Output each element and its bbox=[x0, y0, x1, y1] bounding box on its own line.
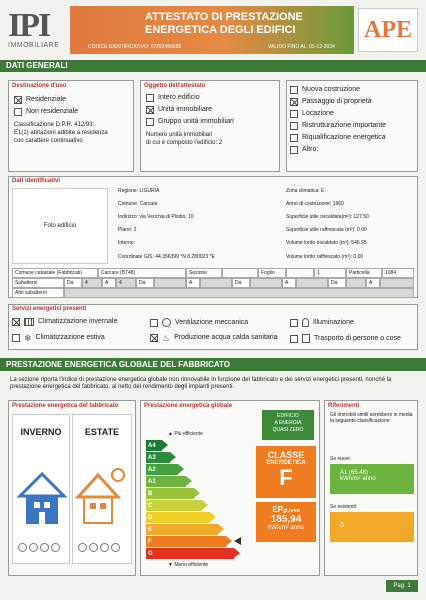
meno-efficiente-text: Meno efficiente bbox=[174, 562, 209, 568]
esistenti-value: 0 bbox=[340, 522, 344, 529]
option-label: Intero edificio bbox=[158, 94, 200, 101]
motivazione-altro[interactable] bbox=[290, 146, 318, 154]
catasto-cell bbox=[64, 288, 414, 298]
document-title-line1: ATTESTATO DI PRESTAZIONE bbox=[145, 11, 303, 23]
catasto-cell: Da bbox=[328, 278, 346, 288]
smiley-icon bbox=[78, 543, 87, 552]
logo bbox=[8, 7, 68, 52]
globale-heading: Prestazione energetica globale bbox=[144, 403, 233, 409]
numero-unita-line2: di cui è composto l'edificio: 2 bbox=[146, 140, 223, 146]
option-label: Ventilazione meccanica bbox=[175, 318, 249, 326]
catasto-cell bbox=[222, 268, 258, 278]
current-class-marker bbox=[234, 537, 241, 545]
checkbox-empty-icon bbox=[290, 319, 298, 327]
inverno-label: INVERNO bbox=[20, 427, 62, 437]
ep-box bbox=[256, 502, 316, 542]
smiley-icon bbox=[40, 543, 49, 552]
energy-class-a2: A2 bbox=[146, 464, 178, 475]
energy-class-d: D bbox=[146, 512, 210, 523]
snowflake-icon: ❄ bbox=[24, 333, 32, 343]
piu-efficiente-label bbox=[168, 431, 203, 437]
riferimenti-heading: Riferimenti bbox=[328, 403, 360, 409]
id-volume-riscaldato: Volume lordo riscaldato (m³): 546.95 bbox=[286, 240, 367, 246]
checkbox-empty-icon bbox=[146, 94, 154, 102]
oggetto-intero-edificio[interactable] bbox=[146, 94, 200, 102]
option-label: Produzione acqua calda sanitaria bbox=[174, 334, 278, 341]
destinazione-residenziale[interactable] bbox=[14, 96, 66, 104]
checkbox-empty-icon bbox=[290, 122, 298, 130]
prestazione-intro: La sezione riporta l'indice di prestazione energetica globale non rinnovabile in funzione del fabbricato e dei servizi energetici presenti, nonché la prestazione energetica del fabbricato, al netto del rendimento degli impianti presenti. bbox=[10, 377, 392, 390]
catasto-cell: Foglio bbox=[258, 268, 286, 278]
id-regione: Regione: LIGURIA bbox=[118, 188, 160, 194]
estate-panel bbox=[72, 414, 132, 564]
catasto-cell: Subalterni bbox=[12, 278, 64, 288]
checkbox-empty-icon bbox=[290, 146, 298, 154]
option-label: Unità immobiliare bbox=[158, 106, 213, 113]
destinazione-heading: Destinazione d'uso bbox=[12, 83, 67, 89]
servizi-heading: Servizi energetici presenti bbox=[12, 306, 87, 312]
energy-class-a1: A1 bbox=[146, 476, 186, 487]
catasto-cell bbox=[346, 278, 366, 288]
arrow-down-icon: ▼ bbox=[168, 562, 175, 568]
catasto-cell: Da bbox=[232, 278, 250, 288]
bulb-icon bbox=[302, 318, 309, 327]
nzeb-line2: A ENERGIA bbox=[274, 420, 302, 426]
title-banner bbox=[70, 6, 354, 54]
checkbox-empty-icon bbox=[290, 134, 298, 142]
smiley-icon bbox=[100, 543, 109, 552]
option-label: Residenziale bbox=[26, 96, 67, 103]
servizio-climatizzazione-estiva[interactable] bbox=[12, 334, 105, 342]
checkbox-checked-icon bbox=[146, 106, 154, 114]
classificazione-line1: Classificazione D.P.R. 412/93: bbox=[14, 122, 95, 128]
motivazione-nuova-costruzione[interactable] bbox=[290, 86, 360, 94]
ep-label: EP bbox=[272, 505, 283, 514]
code-identifier: CODICE IDENTIFICATIVO: 07292456685 bbox=[88, 44, 182, 50]
catasto-cell bbox=[154, 278, 186, 288]
oggetto-unita-immobiliare[interactable] bbox=[146, 106, 212, 114]
checkbox-checked-icon bbox=[290, 98, 298, 106]
energy-class-c: C bbox=[146, 500, 202, 511]
smiley-icon bbox=[111, 543, 120, 552]
checkbox-empty-icon bbox=[290, 110, 298, 118]
catasto-cell: 1 bbox=[314, 268, 346, 278]
estate-label: ESTATE bbox=[84, 427, 120, 437]
nzeb-line3: QUASI ZERO bbox=[272, 427, 304, 433]
id-interno: Interno: bbox=[118, 240, 135, 246]
id-coordinate: Coordinate GIS: 44.356399 °N 8.280023 °E bbox=[118, 254, 215, 260]
nuovi-badge bbox=[330, 464, 414, 494]
house-winter-icon bbox=[14, 470, 70, 530]
servizio-climatizzazione-invernale[interactable] bbox=[12, 318, 117, 326]
faucet-icon: ♨ bbox=[162, 333, 171, 343]
oggetto-gruppo-unita[interactable] bbox=[146, 118, 234, 126]
option-label: Ristrutturazione importante bbox=[302, 122, 387, 129]
catasto-cell: A bbox=[282, 278, 296, 288]
catasto-cell: A bbox=[366, 278, 380, 288]
photo-placeholder bbox=[12, 188, 108, 264]
classe-energetica-box bbox=[256, 446, 316, 498]
motivazione-locazione[interactable] bbox=[290, 110, 334, 118]
option-label: Illuminazione bbox=[313, 318, 354, 326]
ape-logo-text: APE bbox=[364, 16, 412, 43]
id-volume-raffrescato: Volume lordo raffrescato (m³): 0.00 bbox=[286, 254, 364, 260]
catasto-cell: A bbox=[102, 278, 116, 288]
catasto-cell bbox=[250, 278, 282, 288]
option-label: Locazione bbox=[302, 110, 334, 117]
fan-icon bbox=[162, 318, 171, 327]
section-dati-generali bbox=[0, 60, 426, 72]
catasto-cell: A bbox=[186, 278, 200, 288]
catasto-cell bbox=[200, 278, 232, 288]
smiley-icon bbox=[18, 543, 27, 552]
nuovi-label: Se nuovi: bbox=[330, 456, 351, 462]
classificazione-line3: con carattere continuativo bbox=[14, 138, 83, 144]
id-superficie-raffrescata: Superficie utile raffrescata (m²): 0.00 bbox=[286, 227, 367, 233]
catasto-cell: 4 bbox=[116, 278, 136, 288]
classe-label2: ENERGETICA bbox=[266, 460, 306, 466]
nuovi-value: A1 (65.48) bbox=[340, 470, 369, 476]
servizio-ventilazione-meccanica[interactable] bbox=[150, 318, 248, 327]
valid-until: VALIDO FINO AL: 05-12-2034 bbox=[268, 44, 335, 50]
option-label: Riqualificazione energetica bbox=[302, 134, 386, 141]
dati-identificativi-heading: Dati identificativi bbox=[12, 178, 61, 184]
option-label: Non residenziale bbox=[26, 108, 79, 115]
section-dati-generali-title: DATI GENERALI bbox=[6, 61, 68, 70]
nzeb-line1: EDIFICIO bbox=[277, 413, 299, 419]
nzeb-badge bbox=[262, 410, 314, 440]
logo-letters: IPI bbox=[8, 7, 50, 44]
riferimenti-desc: Gli immobili simili avrebbero in media la seguente classificazione: bbox=[330, 412, 413, 424]
classe-value: F bbox=[279, 465, 293, 490]
checkbox-empty-icon bbox=[12, 334, 20, 342]
catasto-cell: Altri subalterni bbox=[12, 288, 64, 298]
catasto-cell: Carcare (B748) bbox=[98, 268, 186, 278]
logo-subtitle: IMMOBILIARE bbox=[8, 42, 60, 49]
page-number-text: Pag. 1 bbox=[393, 583, 411, 589]
checkbox-checked-icon bbox=[12, 318, 20, 326]
energy-class-b: B bbox=[146, 488, 194, 499]
option-label: Climatizzazione estiva bbox=[35, 334, 105, 341]
efficiency-smileys bbox=[18, 543, 60, 552]
fabbricato-heading: Prestazione energetica del fabbricato bbox=[12, 403, 119, 409]
checkbox-empty-icon bbox=[290, 86, 298, 94]
motivazione-riqualificazione[interactable] bbox=[290, 134, 386, 142]
option-label: Passaggio di proprietà bbox=[302, 98, 372, 105]
ep-unit: kWh/m² anno bbox=[268, 525, 304, 531]
id-piano: Piano: 2 bbox=[118, 227, 137, 233]
id-comune: Comune: Carcare bbox=[118, 201, 158, 207]
id-superficie-riscaldata: Superficie utile riscaldata(m²): 127.50 bbox=[286, 214, 369, 220]
catasto-cell: Da bbox=[64, 278, 82, 288]
piu-efficiente-text: Più efficiente bbox=[174, 431, 203, 437]
smiley-icon bbox=[29, 543, 38, 552]
catasto-cell bbox=[286, 268, 314, 278]
smiley-icon bbox=[89, 543, 98, 552]
arrow-up-icon: ▲ bbox=[168, 431, 175, 437]
option-label: Trasporto di persone o cose bbox=[314, 334, 401, 342]
option-label: Nuova costruzione bbox=[302, 86, 360, 93]
catasto-cell: Particella bbox=[346, 268, 382, 278]
option-label: Climatizzazione invernale bbox=[38, 318, 118, 325]
section-prestazione-title: PRESTAZIONE ENERGETICA GLOBALE DEL FABBRICATO bbox=[6, 360, 231, 369]
nuovi-unit: kWh/m² anno bbox=[340, 476, 376, 482]
checkbox-empty-icon bbox=[14, 108, 22, 116]
checkbox-checked-icon bbox=[150, 334, 158, 342]
energy-class-a3: A3 bbox=[146, 452, 170, 463]
checkbox-empty-icon bbox=[150, 319, 158, 327]
efficiency-smileys bbox=[78, 543, 120, 552]
catasto-cell: Comune catastale (Fabbricati) bbox=[12, 268, 98, 278]
catasto-cell bbox=[380, 278, 414, 288]
classificazione-line2: E1(1) abitazioni adibite a residenza bbox=[14, 130, 108, 136]
catasto-cell: 4 bbox=[82, 278, 102, 288]
esistenti-badge bbox=[330, 512, 414, 542]
servizio-acqua-calda[interactable] bbox=[150, 334, 278, 342]
smiley-icon bbox=[51, 543, 60, 552]
option-label: Gruppo unità immobiliari bbox=[158, 118, 234, 125]
checkbox-checked-icon bbox=[14, 96, 22, 104]
oggetto-heading: Oggetto dell'attestato bbox=[144, 83, 206, 89]
numero-unita-line1: Numero unità immobiliari bbox=[146, 132, 213, 138]
house-summer-icon bbox=[74, 463, 132, 529]
id-zona-climatica: Zona climatica: E bbox=[286, 188, 325, 194]
catasto-cell bbox=[296, 278, 328, 288]
energy-class-e: E bbox=[146, 524, 218, 535]
meno-efficiente-label bbox=[168, 562, 208, 568]
inverno-panel bbox=[12, 414, 70, 564]
catasto-cell: 1084 bbox=[382, 268, 414, 278]
ape-logo bbox=[358, 8, 418, 52]
section-prestazione bbox=[0, 358, 426, 371]
catasto-cell: Da bbox=[136, 278, 154, 288]
document-title-line2: ENERGETICA DEGLI EDIFICI bbox=[145, 24, 296, 36]
motivazione-ristrutturazione[interactable] bbox=[290, 122, 386, 130]
classe-label1: CLASSE bbox=[267, 450, 305, 460]
id-indirizzo: Indirizzo: via Vecchia di Plodio, 10 bbox=[118, 214, 194, 220]
ep-value: 185,94 bbox=[270, 514, 302, 525]
id-anno-costruzione: Anno di costruzione: 1960 bbox=[286, 201, 344, 207]
energy-class-f: F bbox=[146, 536, 226, 547]
photo-label: Foto edificio bbox=[43, 222, 77, 229]
energy-class-scale bbox=[146, 440, 256, 560]
energy-class-a4: A4 bbox=[146, 440, 162, 451]
checkbox-empty-icon bbox=[290, 335, 298, 343]
page-number bbox=[386, 580, 418, 592]
catasto-cell: Sezione bbox=[186, 268, 222, 278]
destinazione-non-residenziale[interactable] bbox=[14, 108, 78, 116]
elevator-icon bbox=[302, 334, 310, 343]
motivazione-passaggio-proprieta[interactable] bbox=[290, 98, 372, 106]
servizio-illuminazione[interactable] bbox=[290, 318, 354, 327]
servizio-trasporto[interactable] bbox=[290, 334, 401, 343]
option-label: Altro: bbox=[302, 146, 319, 153]
esistenti-label: Se esistenti: bbox=[330, 504, 358, 510]
energy-class-g: G bbox=[146, 548, 234, 559]
checkbox-empty-icon bbox=[146, 118, 154, 126]
ep-subscript: gl,nren bbox=[283, 508, 300, 514]
radiator-icon bbox=[24, 318, 34, 326]
